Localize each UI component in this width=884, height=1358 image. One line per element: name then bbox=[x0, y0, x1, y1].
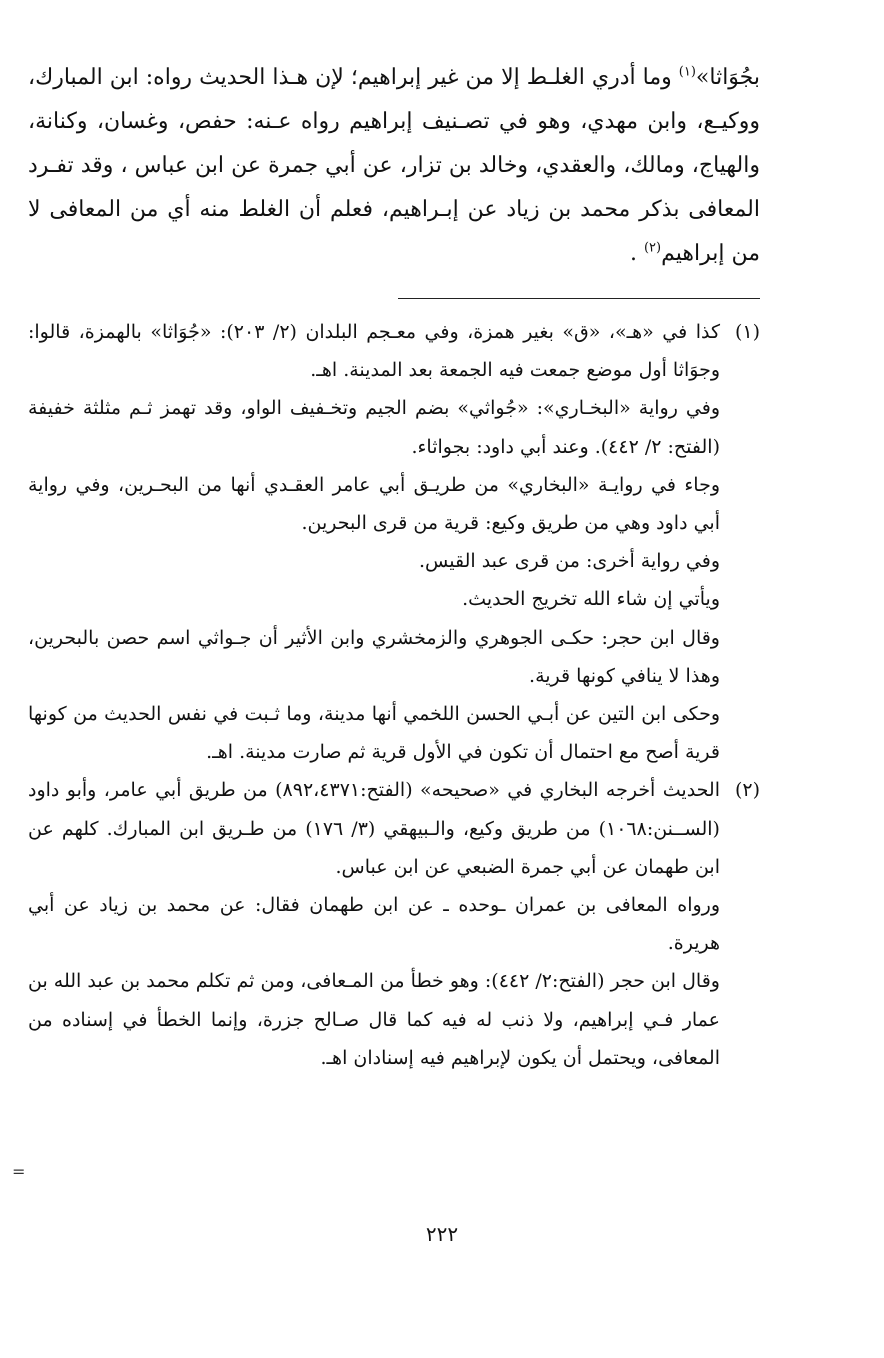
footnote-body bbox=[28, 313, 720, 389]
footnote-paragraph: ويأتي إن شاء الله تخريج الحديث. bbox=[462, 588, 720, 611]
footnote-paragraph: الحديث أخرجه البخاري في «صحيحه» (الفتح:٨٩٢،٤٣٧١) من طريق أبي عامر، وأبو داود (الســنن:١٠٦٨) من طريق وكيع، والـبيهقي (٣/ ١٧٦) من طـريق ابن المبارك. كلهم عن ابن طهمان عن أبي جمرة الضبعي عن ابن عباس. bbox=[28, 779, 721, 878]
footnote-paragraph: وحكى ابن التين عن أبـي الحسن اللخمي أنها مدينة، وما ثـبت في نفس الحديث من كونها قرية أصح مع احتمال أن تكون في الأول قرية ثم صارت مدينة. اهـ. bbox=[28, 703, 720, 764]
footnote-paragraph: وقال ابن حجر (الفتح:٢/ ٤٤٢): وهو خطأ من المـعافى، ومن ثم تكلم محمد بن عبد الله بن عمار فـي إبراهيم، ولا ذنب له فيه كما قال صـالح جزرة، وإنما الخطأ في إسناده من المعافى، ويحتمل أن يكون لإبراهيم فيه إسنادان اهـ. bbox=[28, 970, 720, 1069]
footnote-paragraph: وقال ابن حجر: حكـى الجوهري والزمخشري وابن الأثير أن جـواثي اسم حصن بالبحرين، وهذا لا ينافي كونها قرية. bbox=[28, 626, 720, 687]
footnote-1 bbox=[28, 313, 760, 389]
footnote-2-continued bbox=[28, 886, 760, 1077]
footnote-number: (١) bbox=[734, 321, 760, 343]
page-content bbox=[28, 56, 760, 1077]
footnote-number: (٢) bbox=[734, 779, 760, 802]
footnote-paragraph: وفي رواية «البخـاري»: «جُواثي» بضم الجيم وتخـفيف الواو، وقد تهمز ثـم مثلثة خفيفة (الفتح: ٢/ ٤٤٢). وعند أبي داود: بجواثاء. bbox=[28, 397, 720, 458]
main-text bbox=[28, 56, 760, 276]
margin-mark: = bbox=[12, 1162, 26, 1181]
footnote-paragraph: وجاء في روايـة «البخاري» من طريـق أبي عامر العقـدي أنها من البحـرين، وفي رواية أبي داود وهي من طريق وكيع: قرية من قرى البحرين. bbox=[28, 473, 720, 535]
footnote-paragraph: كذا في «هـ»، «ق» بغير همزة، وفي معـجم البلدان (٢/ ٢٠٣): «جُوَاثا» بالهمزة، قالوا: وجوَاثا أول موضع جمعت فيه الجمعة بعد المدينة. اهـ. bbox=[28, 321, 721, 382]
footnote-separator bbox=[398, 298, 760, 299]
footnotes bbox=[28, 313, 760, 1077]
footnote-1-continued bbox=[28, 389, 760, 771]
footnote-paragraph: ورواه المعافى بن عمران ـوحده ـ عن ابن طهمان فقال: عن محمد بن زياد عن أبي هريرة. bbox=[28, 894, 720, 955]
footnote-2 bbox=[28, 771, 760, 886]
main-paragraph: بجُوَاثا»$^{(١)}$ وما أدري الغلـط إلا من غير إبراهيم؛ لإن هـذا الحديث رواه: ابن المبارك، ووكيـع، وابن مهدي، وهو في تصـنيف إبراهيم رواه عـنه: حفص، وغسان، وكنانة، والهياج، ومالك، والعقدي، وخالد بن تزار، عن أبي جمرة عن ابن عباس ، وقد تفـرد المعافى بذكر محمد بن زياد عن إبـراهيم، فعلم أن الغلط منه أي من المعافى لا من إبراهيم$^{(٢)}$ . bbox=[28, 64, 760, 266]
footnote-paragraph: وفي رواية أخرى: من قرى عبد القيس. bbox=[418, 550, 720, 573]
footnote-separator-wrap bbox=[28, 276, 760, 313]
footnote-body bbox=[28, 771, 720, 886]
page-number: ٢٢٢ bbox=[425, 1222, 459, 1246]
